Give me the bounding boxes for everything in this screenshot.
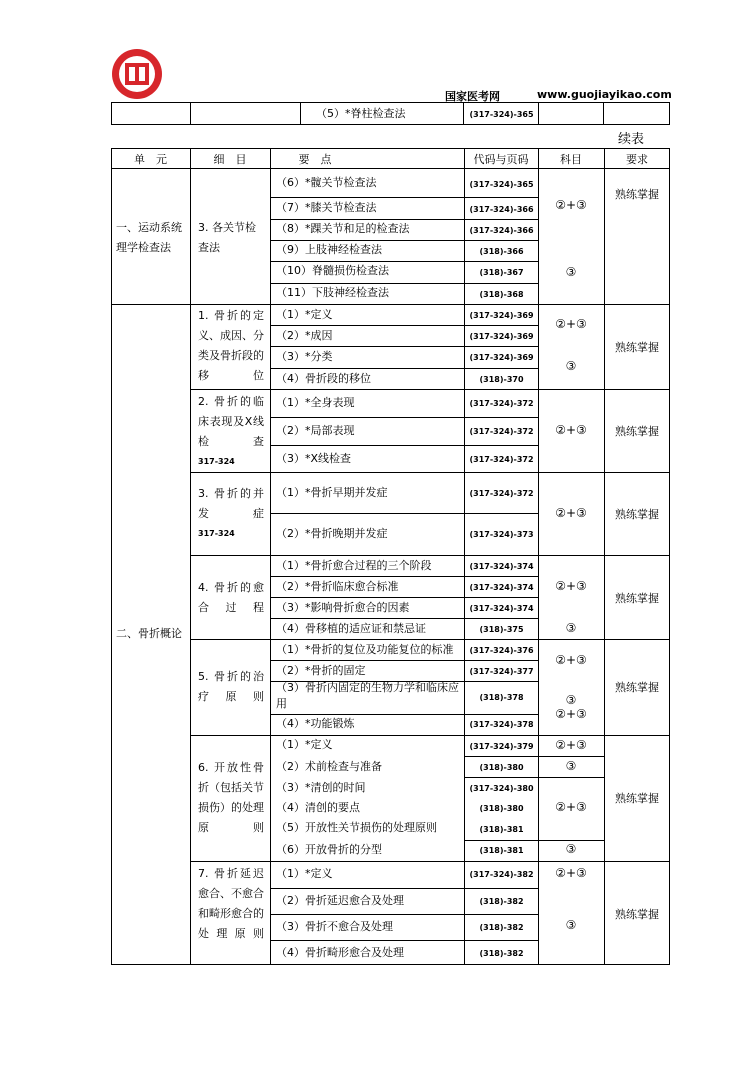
code: (318)-380 bbox=[479, 804, 524, 813]
point: （2）骨折延迟愈合及处理 bbox=[276, 894, 404, 907]
point: （3）*清创的时间 bbox=[276, 781, 366, 794]
point: （1）*全身表现 bbox=[276, 396, 355, 409]
item-name: 3. 各关节检查法 bbox=[198, 221, 256, 254]
point: （7）*膝关节检查法 bbox=[276, 201, 377, 214]
code: (317-324)-372 bbox=[469, 455, 534, 464]
code: (317-324)-377 bbox=[469, 667, 534, 676]
prev-code: (317-324)-365 bbox=[469, 110, 534, 119]
code: (318)-381 bbox=[479, 846, 524, 855]
subject: ②+③ bbox=[555, 198, 587, 212]
point: （1）*定义 bbox=[276, 308, 333, 321]
point: （1）*定义 bbox=[276, 738, 333, 751]
requirement: 熟练掌握 bbox=[615, 792, 659, 805]
code: (317-324)-366 bbox=[469, 226, 534, 235]
site-name: 国家医考网 bbox=[445, 90, 500, 103]
requirement: 熟练掌握 bbox=[615, 508, 659, 521]
subject: ③ bbox=[565, 918, 577, 932]
point: （11）下肢神经检查法 bbox=[276, 286, 389, 299]
requirement: 熟练掌握 bbox=[615, 188, 659, 201]
code: (318)-367 bbox=[479, 268, 524, 277]
point: （1）*定义 bbox=[276, 867, 333, 880]
subject: ②+③ bbox=[555, 738, 587, 752]
code: (318)-375 bbox=[479, 625, 524, 634]
subject: ②+③ bbox=[555, 423, 587, 437]
item-name: 4. 骨折的愈合过程 bbox=[198, 581, 264, 614]
code: (318)-382 bbox=[479, 949, 524, 958]
point: （4）骨折畸形愈合及处理 bbox=[276, 946, 404, 959]
point: （2）*骨折临床愈合标准 bbox=[276, 580, 399, 593]
item-name: 6. 开放性骨折（包括关节损伤）的处理原则 bbox=[198, 761, 264, 834]
requirement: 熟练掌握 bbox=[615, 592, 659, 605]
subject: ③ bbox=[565, 842, 577, 856]
unit-name: 二、骨折概论 bbox=[116, 627, 182, 640]
point: （2）术前检查与准备 bbox=[276, 760, 382, 773]
code: (317-324)-382 bbox=[469, 870, 534, 879]
point: （3）*分类 bbox=[276, 350, 333, 363]
subject: ②+③ bbox=[555, 506, 587, 520]
point: （8）*踝关节和足的检查法 bbox=[276, 222, 410, 235]
point: （1）*骨折的复位及功能复位的标准 bbox=[276, 643, 454, 656]
item-name: 3. 骨折的并发症 bbox=[198, 487, 264, 520]
code: (317-324)-372 bbox=[469, 427, 534, 436]
subject: ②+③ bbox=[555, 800, 587, 814]
code: (317-324)-369 bbox=[469, 332, 534, 341]
code: (317-324)-373 bbox=[469, 530, 534, 539]
code: (318)-381 bbox=[479, 825, 524, 834]
code: (318)-380 bbox=[479, 763, 524, 772]
subject: ③ bbox=[565, 693, 577, 707]
point: （2）*骨折晚期并发症 bbox=[276, 527, 388, 540]
point: （2）*局部表现 bbox=[276, 424, 355, 437]
item-name: 2. 骨折的临床表现及X线检查 bbox=[198, 395, 264, 448]
code: (317-324)-378 bbox=[469, 720, 534, 729]
code: (318)-382 bbox=[479, 897, 524, 906]
subject: ③ bbox=[565, 621, 577, 635]
item-name: 5. 骨折的治疗原则 bbox=[198, 670, 264, 703]
point: （10）脊髓损伤检查法 bbox=[276, 264, 389, 277]
point: （2）*成因 bbox=[276, 329, 333, 342]
subject: ②+③ bbox=[555, 866, 587, 880]
code: (318)-370 bbox=[479, 375, 524, 384]
item-name: 7. 骨折延迟愈合、不愈合和畸形愈合的处理原则 bbox=[198, 867, 264, 940]
point: （4）骨折段的移位 bbox=[276, 372, 371, 385]
subject: ②+③ bbox=[555, 579, 587, 593]
code: (317-324)-380 bbox=[469, 784, 534, 793]
point: （1）*骨折早期并发症 bbox=[276, 486, 388, 499]
item-code: 317-324 bbox=[198, 457, 235, 466]
unit-name: 一、运动系统理学检查法 bbox=[116, 221, 182, 254]
code: (317-324)-369 bbox=[469, 311, 534, 320]
subject: ②+③ bbox=[555, 707, 587, 721]
point: （9）上肢神经检查法 bbox=[276, 243, 382, 256]
col-point: 要 点 bbox=[298, 153, 332, 166]
code: (317-324)-369 bbox=[469, 353, 534, 362]
point: （4）骨移植的适应证和禁忌证 bbox=[276, 622, 426, 635]
point: （3）*X线检查 bbox=[276, 452, 352, 465]
col-item: 细 目 bbox=[213, 153, 247, 166]
point: （6）*髋关节检查法 bbox=[276, 176, 377, 189]
code: (318)-378 bbox=[479, 693, 524, 702]
point: （3）*影响骨折愈合的因素 bbox=[276, 601, 410, 614]
code: (317-324)-372 bbox=[469, 489, 534, 498]
code: (317-324)-379 bbox=[469, 742, 534, 751]
subject: ③ bbox=[565, 359, 577, 373]
point: （3）骨折不愈合及处理 bbox=[276, 920, 393, 933]
item-code: 317-324 bbox=[198, 529, 235, 538]
subject: ③ bbox=[565, 265, 577, 279]
col-code: 代码与页码 bbox=[473, 153, 529, 166]
code: (318)-368 bbox=[479, 290, 524, 299]
code: (317-324)-365 bbox=[469, 180, 534, 189]
subject: ②+③ bbox=[555, 653, 587, 667]
code: (317-324)-374 bbox=[469, 604, 534, 613]
point: （3）骨折内固定的生物力学和临床应用 bbox=[276, 681, 459, 710]
continued-label: 续表 bbox=[618, 132, 645, 147]
code: (318)-366 bbox=[479, 247, 524, 256]
site-url[interactable]: www.guojiayikao.com bbox=[537, 88, 672, 101]
point: （6）开放骨折的分型 bbox=[276, 843, 382, 856]
subject: ③ bbox=[565, 759, 577, 773]
point: （1）*骨折愈合过程的三个阶段 bbox=[276, 559, 432, 572]
point: （5）开放性关节损伤的处理原则 bbox=[276, 821, 437, 834]
requirement: 熟练掌握 bbox=[615, 425, 659, 438]
subject: ②+③ bbox=[555, 317, 587, 331]
code: (318)-382 bbox=[479, 923, 524, 932]
col-req: 要求 bbox=[626, 153, 648, 166]
code: (317-324)-372 bbox=[469, 399, 534, 408]
requirement: 熟练掌握 bbox=[615, 908, 659, 921]
requirement: 熟练掌握 bbox=[615, 341, 659, 354]
point: （2）*骨折的固定 bbox=[276, 664, 366, 677]
item-name: 1. 骨折的定义、成因、分类及骨折段的移位 bbox=[198, 309, 264, 382]
point: （4）*功能锻炼 bbox=[276, 717, 355, 730]
col-subject: 科目 bbox=[560, 153, 582, 166]
code: (317-324)-376 bbox=[469, 646, 534, 655]
requirement: 熟练掌握 bbox=[615, 681, 659, 694]
prev-point: （5）*脊柱检查法 bbox=[316, 107, 406, 120]
code: (317-324)-374 bbox=[469, 583, 534, 592]
col-unit: 单 元 bbox=[134, 153, 167, 166]
point: （4）清创的要点 bbox=[276, 801, 360, 814]
code: (317-324)-374 bbox=[469, 562, 534, 571]
code: (317-324)-366 bbox=[469, 205, 534, 214]
